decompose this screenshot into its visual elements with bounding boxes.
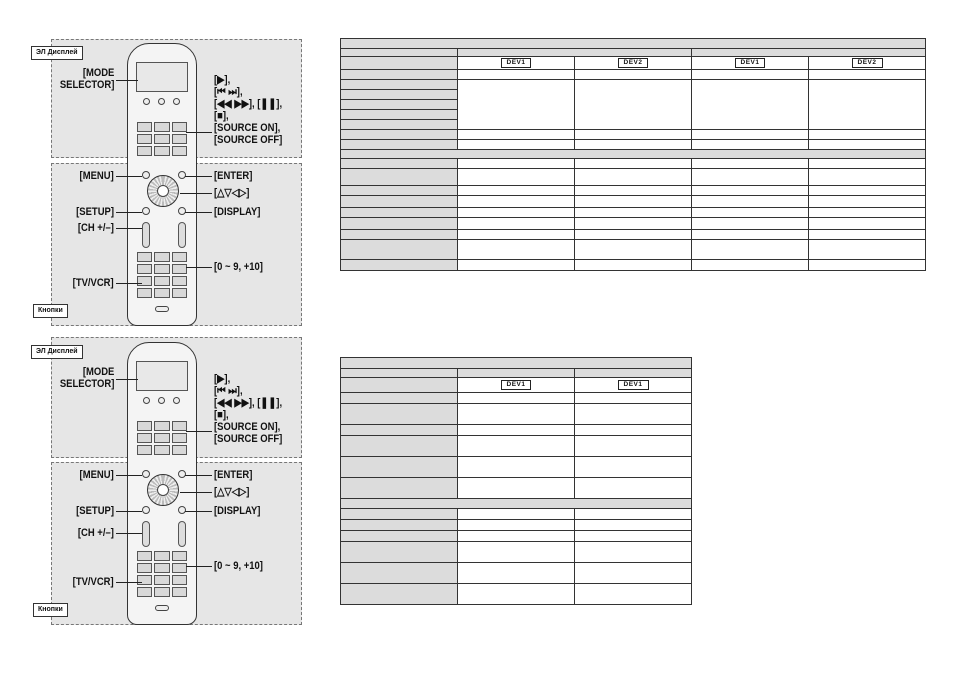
transport-source-keys-label-2: [▶], [⏮ ⏭], [◀◀ ▶▶], [❚❚], [■], [SOURCE ON], [SOURCE OFF] bbox=[214, 373, 283, 445]
dev-badge: DEV1 bbox=[501, 58, 532, 68]
leader-line bbox=[116, 379, 138, 380]
cursor-keys-label-1: [△▽◁▷] bbox=[214, 187, 250, 199]
table-row bbox=[341, 80, 458, 90]
table-title-row bbox=[341, 39, 926, 49]
device-function-table-top bbox=[340, 38, 926, 271]
table-row bbox=[341, 196, 458, 208]
enter-label-2: [ENTER] bbox=[214, 469, 253, 481]
ch-plus-minus-label-2: [CH +/–] bbox=[77, 527, 114, 539]
table-row bbox=[341, 100, 458, 110]
remote-volume-rocker bbox=[178, 222, 186, 248]
display-button-label-2: [DISPLAY] bbox=[214, 505, 261, 517]
remote-cursor-dial bbox=[147, 474, 179, 506]
dev-badge: DEV2 bbox=[852, 58, 883, 68]
ch-plus-minus-label-1: [CH +/–] bbox=[77, 222, 114, 234]
table-row bbox=[341, 120, 458, 130]
leader-line bbox=[186, 566, 212, 567]
number-keys-label-1: [0 ~ 9, +10] bbox=[214, 261, 263, 273]
table-header-cell bbox=[341, 378, 458, 393]
remote-small-button bbox=[143, 98, 150, 105]
remote-small-button bbox=[173, 98, 180, 105]
leader-line bbox=[186, 132, 212, 133]
leader-line bbox=[116, 475, 142, 476]
table-header-cell bbox=[458, 369, 575, 378]
table-header-cell bbox=[341, 49, 458, 57]
dev-badge: DEV1 bbox=[735, 58, 766, 68]
remote-setup-button bbox=[142, 506, 150, 514]
display-button-label-1: [DISPLAY] bbox=[214, 206, 261, 218]
mode-selector-label-2: [MODE SELECTOR] bbox=[59, 366, 114, 390]
leader-line bbox=[116, 283, 142, 284]
leader-line bbox=[116, 582, 142, 583]
leader-line bbox=[116, 533, 142, 534]
leader-line bbox=[185, 212, 212, 213]
remote-number-keys bbox=[137, 252, 187, 298]
dev-badge: DEV2 bbox=[618, 58, 649, 68]
leader-line bbox=[186, 267, 212, 268]
table-header-cell bbox=[692, 49, 926, 57]
table-row bbox=[341, 230, 458, 240]
remote-setup-button bbox=[142, 207, 150, 215]
device-function-table-bottom bbox=[340, 357, 692, 605]
remote-channel-rocker bbox=[142, 222, 150, 248]
display-tag-1: ЭЛ Дисплей bbox=[31, 46, 83, 60]
remote-cursor-dial bbox=[147, 175, 179, 207]
remote-logo-mark bbox=[155, 306, 169, 312]
table-header-cell bbox=[458, 49, 692, 57]
table-header-cell bbox=[575, 369, 692, 378]
display-tag-2: ЭЛ Дисплей bbox=[31, 345, 83, 359]
cursor-keys-label-2: [△▽◁▷] bbox=[214, 486, 250, 498]
leader-line bbox=[185, 176, 212, 177]
remote-transport-keys bbox=[137, 122, 187, 156]
tv-vcr-label-2: [TV/VCR] bbox=[73, 576, 114, 588]
table-row bbox=[341, 542, 458, 563]
table-row bbox=[341, 208, 458, 218]
remote-small-button bbox=[158, 98, 165, 105]
remote-enter-button bbox=[178, 470, 186, 478]
dev-badge: DEV1 bbox=[618, 380, 649, 390]
remote-channel-rocker bbox=[142, 521, 150, 547]
remote-enter-button bbox=[178, 171, 186, 179]
menu-label-2: [MENU] bbox=[79, 469, 114, 481]
table-row bbox=[341, 563, 458, 584]
tv-vcr-label-1: [TV/VCR] bbox=[73, 277, 114, 289]
leader-line bbox=[185, 511, 212, 512]
leader-line bbox=[116, 176, 142, 177]
leader-line bbox=[180, 492, 212, 493]
table-row bbox=[341, 218, 458, 230]
setup-label-2: [SETUP] bbox=[76, 505, 114, 517]
table-title-row bbox=[341, 358, 692, 369]
setup-label-1: [SETUP] bbox=[76, 206, 114, 218]
remote-small-button bbox=[143, 397, 150, 404]
table-section-row bbox=[341, 150, 926, 159]
buttons-tag-2: Кнопки bbox=[33, 603, 68, 617]
leader-line bbox=[116, 511, 142, 512]
remote-logo-mark bbox=[155, 605, 169, 611]
table-row bbox=[341, 110, 458, 120]
remote-transport-keys bbox=[137, 421, 187, 455]
remote-menu-button bbox=[142, 470, 150, 478]
remote-small-button bbox=[158, 397, 165, 404]
leader-line bbox=[180, 193, 212, 194]
menu-label-1: [MENU] bbox=[79, 170, 114, 182]
table-row bbox=[341, 425, 458, 436]
remote-display-button bbox=[178, 207, 186, 215]
transport-source-keys-label-1: [▶], [⏮ ⏭], [◀◀ ▶▶], [❚❚], [■], [SOURCE ON], [SOURCE OFF] bbox=[214, 74, 283, 146]
remote-menu-button bbox=[142, 171, 150, 179]
table-row bbox=[341, 260, 458, 271]
dev-badge: DEV1 bbox=[501, 380, 532, 390]
leader-line bbox=[186, 431, 212, 432]
leader-line bbox=[116, 228, 142, 229]
remote-number-keys bbox=[137, 551, 187, 597]
table-row bbox=[341, 186, 458, 196]
table-header-cell bbox=[341, 369, 458, 378]
table-row bbox=[341, 130, 458, 140]
buttons-tag-1: Кнопки bbox=[33, 304, 68, 318]
leader-line bbox=[116, 212, 142, 213]
table-row bbox=[341, 393, 458, 404]
number-keys-label-2: [0 ~ 9, +10] bbox=[214, 560, 263, 572]
table-row bbox=[341, 70, 458, 80]
table-row bbox=[341, 169, 458, 186]
remote-display-button bbox=[178, 506, 186, 514]
table-row bbox=[341, 509, 458, 520]
remote-lcd-display bbox=[136, 62, 188, 92]
table-row bbox=[341, 140, 458, 150]
table-header-cell bbox=[341, 57, 458, 70]
table-row bbox=[341, 240, 458, 260]
table-row bbox=[341, 436, 458, 457]
leader-line bbox=[185, 475, 212, 476]
remote-lcd-display bbox=[136, 361, 188, 391]
table-row bbox=[341, 457, 458, 478]
leader-line bbox=[116, 80, 138, 81]
table-row bbox=[341, 478, 458, 499]
remote-volume-rocker bbox=[178, 521, 186, 547]
table-section-row bbox=[341, 499, 692, 509]
table-row bbox=[341, 520, 458, 531]
table-row bbox=[341, 531, 458, 542]
table-row bbox=[341, 90, 458, 100]
table-row bbox=[341, 584, 458, 605]
remote-small-button bbox=[173, 397, 180, 404]
table-row bbox=[341, 159, 458, 169]
enter-label-1: [ENTER] bbox=[214, 170, 253, 182]
mode-selector-label-1: [MODE SELECTOR] bbox=[59, 67, 114, 91]
table-row bbox=[341, 404, 458, 425]
